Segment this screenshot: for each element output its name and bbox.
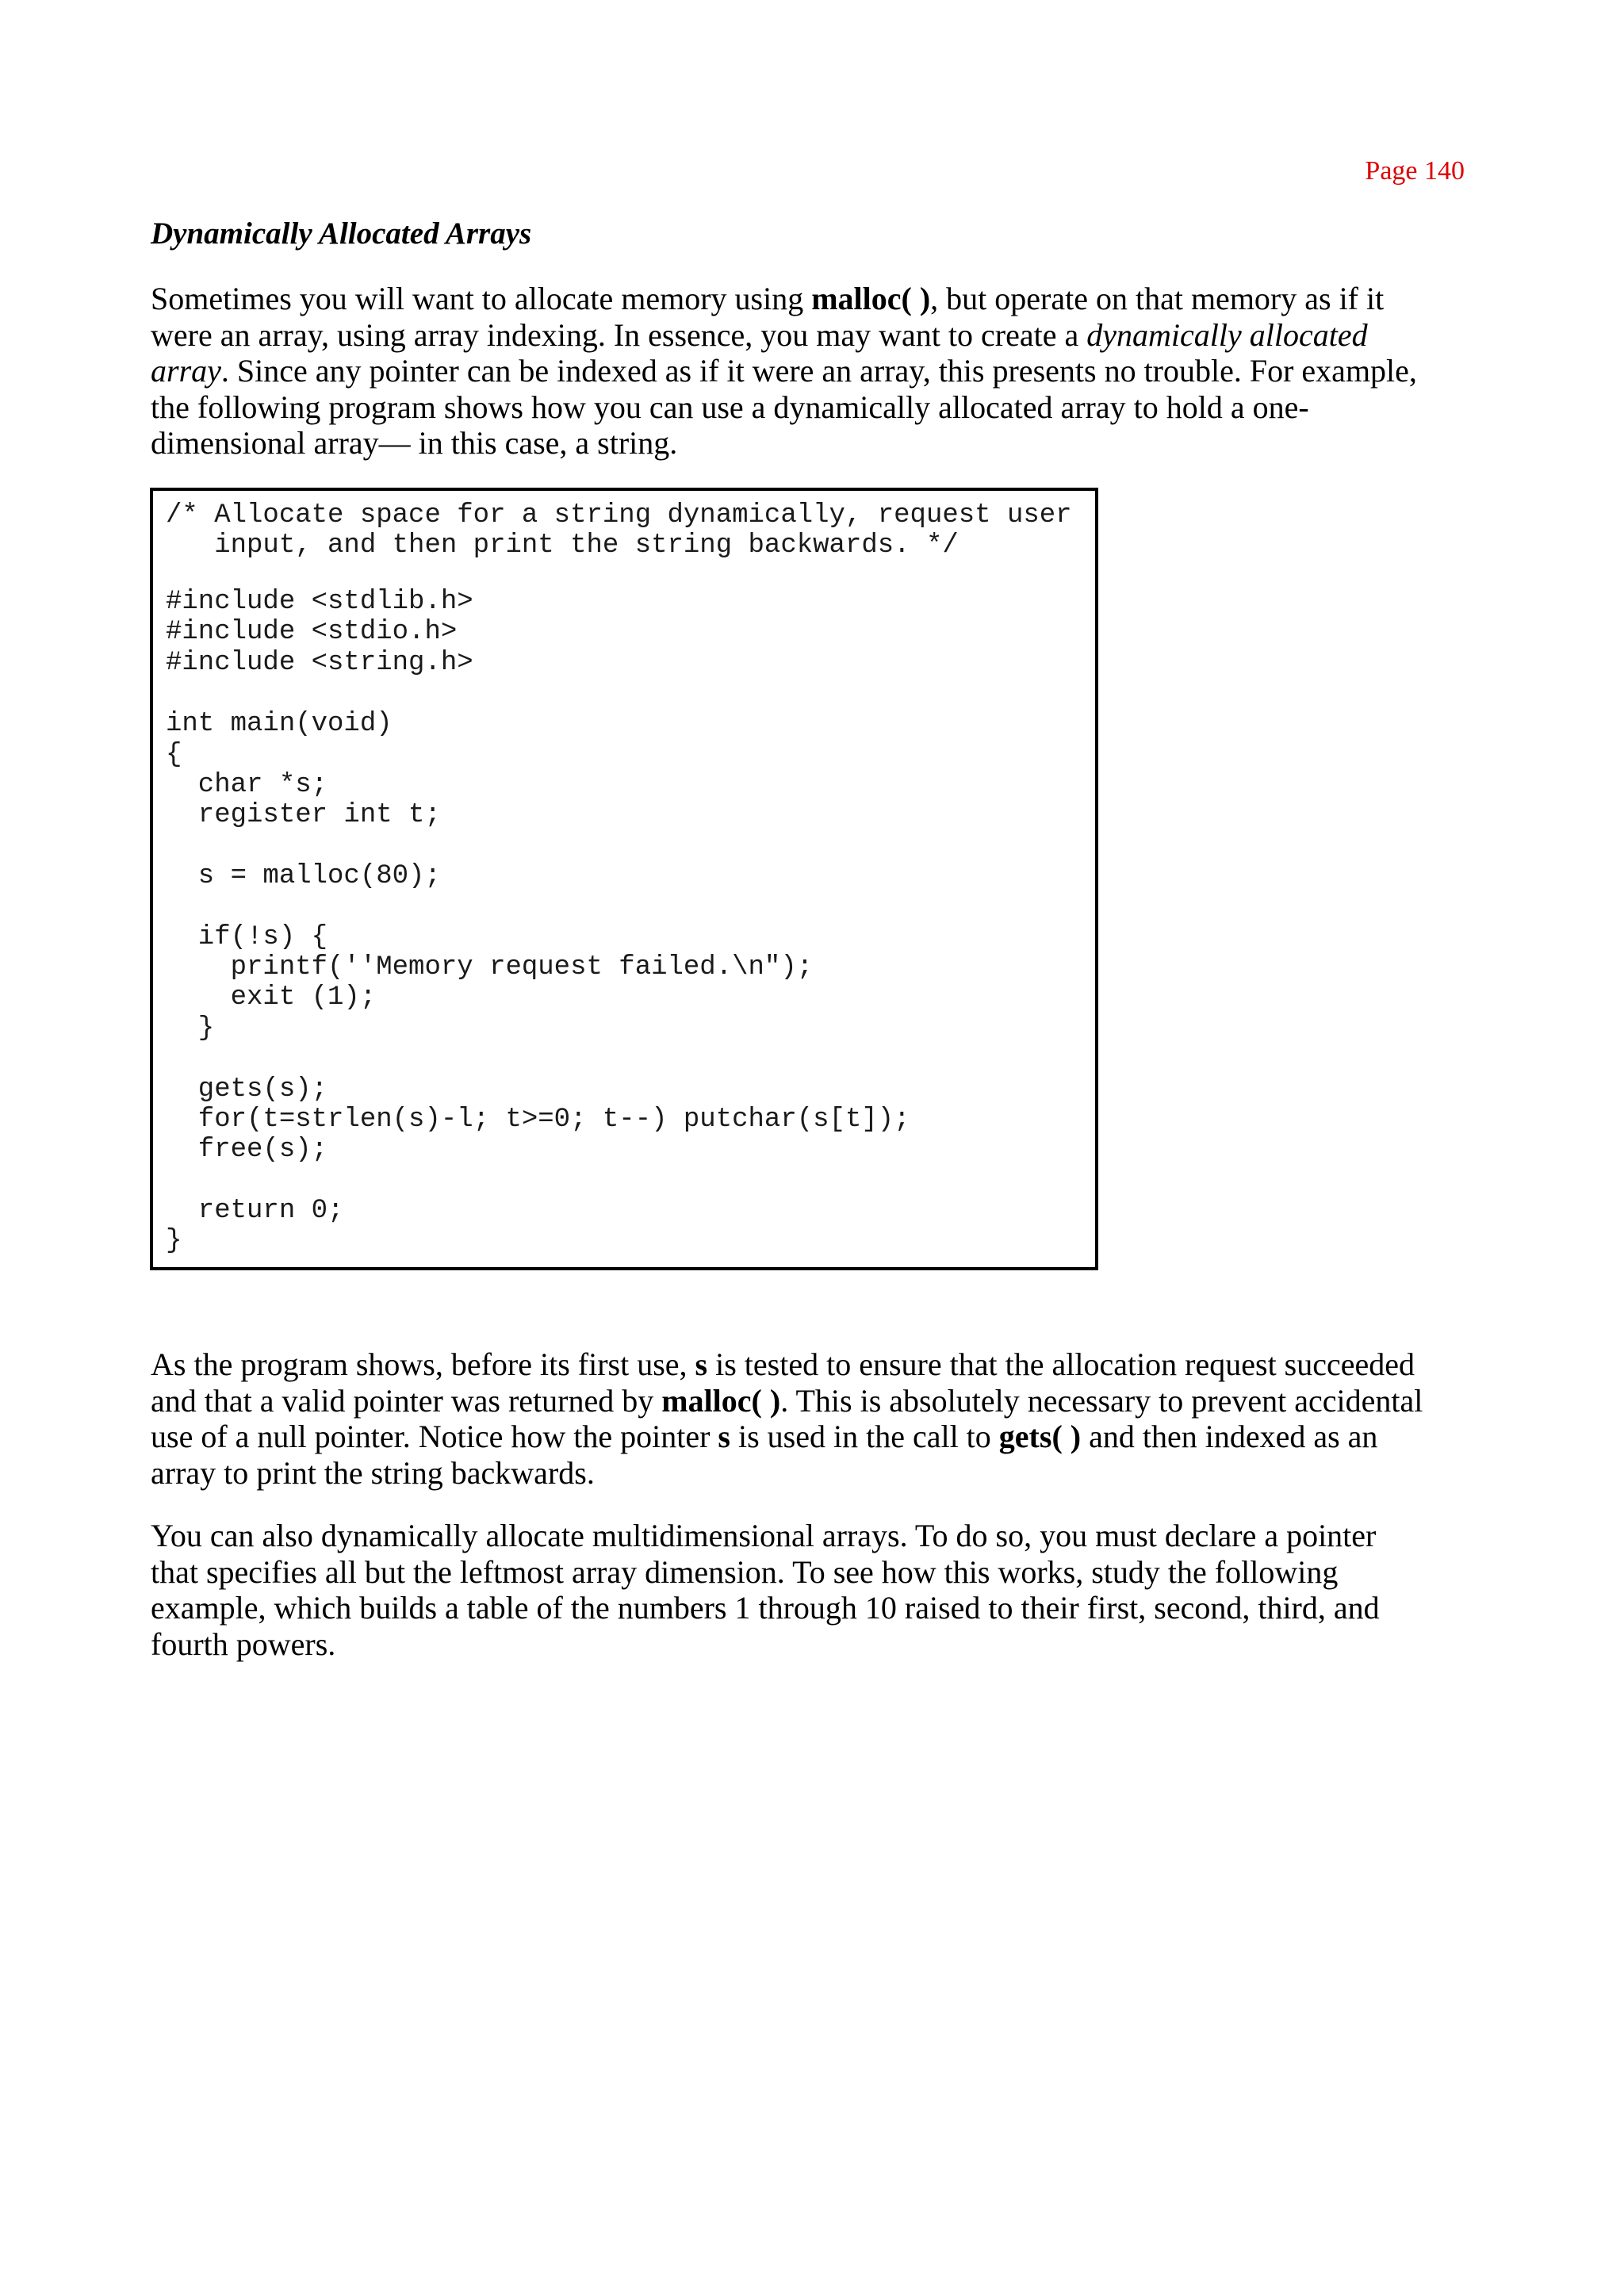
function-name-gets: gets( ) [998,1419,1082,1454]
code-line: #include <stdlib.h> [166,587,473,617]
code-line: { [166,740,182,770]
section-title: Dynamically Allocated Arrays [151,216,532,251]
code-line: for(t=strlen(s)-l; t>=0; t--) putchar(s[t]); [166,1105,910,1135]
intro-paragraph [151,281,1499,461]
text-line [151,1383,1499,1419]
code-line: #include <stdio.h> [166,617,458,647]
text-run: and that a valid pointer was returned by [151,1382,662,1419]
function-name-malloc: malloc( ) [661,1382,781,1419]
text-run: As the program shows, before its first use, [151,1346,695,1382]
code-listing [150,488,1098,1270]
page-number: Page 140 [1365,156,1465,186]
function-name-malloc: malloc( ) [811,281,931,316]
code-line: printf(''Memory request failed.\n"); [166,952,814,982]
text-line: that specifies all but the leftmost array dimension. To see how this works, study the following [151,1553,1339,1590]
multidimensional-paragraph [151,1518,1499,1662]
text-line: fourth powers. [151,1626,336,1662]
code-line: return 0; [166,1196,344,1226]
emphasis-term: array [151,353,221,389]
text-line: You can also dynamically allocate multidimensional arrays. To do so, you must declare a pointer [151,1518,1377,1553]
code-line: } [166,1226,182,1256]
text-line [151,353,1499,389]
code-line: int main(void) [166,709,393,739]
text-run: , but operate on that memory as if it [930,281,1385,316]
text-run: is tested to ensure that the allocation request succeeded [707,1346,1415,1382]
text-run: and then indexed as an [1081,1419,1378,1454]
text-line [151,317,1499,354]
text-line [151,1346,1499,1383]
variable-name-s: s [695,1346,708,1382]
emphasis-term: dynamically allocated [1086,316,1368,353]
code-line: gets(s); [166,1074,328,1105]
text-run: . This is absolutely necessary to prevent accidental [780,1382,1423,1419]
text-run: Sometimes you will want to allocate memory using [151,281,812,316]
code-line: input, and then print the string backwards. */ [166,530,959,561]
code-line: free(s); [166,1135,328,1165]
text-line: example, which builds a table of the numbers 1 through 10 raised to their first, second, third, and [151,1590,1380,1626]
code-line: if(!s) { [166,922,328,952]
text-line: the following program shows how you can use a dynamically allocated array to hold a one- [151,389,1309,425]
variable-name-s: s [718,1419,730,1454]
explanation-paragraph [151,1346,1499,1491]
text-line: dimensional array— in this case, a string. [151,425,678,461]
text-line [151,281,1499,317]
code-line: char *s; [166,770,328,800]
text-run: is used in the call to [730,1419,999,1454]
code-line: register int t; [166,800,441,830]
text-run: were an array, using array indexing. In essence, you may want to create a [151,316,1087,353]
text-run: . Since any pointer can be indexed as if it were an array, this presents no trouble. For example, [220,353,1417,389]
code-line: s = malloc(80); [166,861,441,891]
code-line: exit (1); [166,982,377,1013]
code-line: #include <string.h> [166,648,473,678]
code-line: } [166,1013,215,1044]
code-line: /* Allocate space for a string dynamically, request user [166,500,1072,530]
text-line [151,1419,1499,1455]
text-run: use of a null pointer. Notice how the pointer [151,1419,718,1454]
text-line: array to print the string backwards. [151,1454,595,1491]
